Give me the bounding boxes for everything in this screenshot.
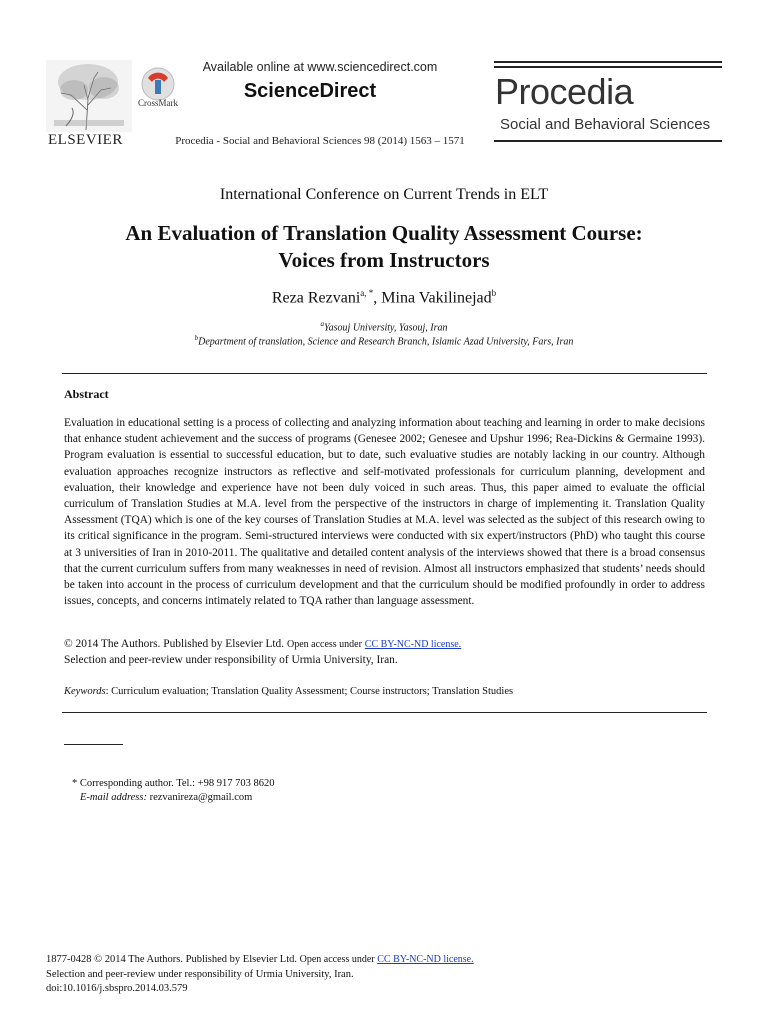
author-1: Reza Rezvani	[271, 289, 361, 307]
license-link[interactable]: CC BY-NC-ND license.	[364, 639, 462, 650]
abstract-copyright	[64, 637, 705, 667]
page-footer	[46, 953, 646, 997]
crossmark-label: CrossMark	[138, 98, 178, 108]
procedia-rule-top	[494, 61, 722, 63]
affiliation-b-mark: b	[194, 334, 199, 342]
author-2: Mina Vakilinejad	[381, 289, 492, 307]
authors	[0, 288, 768, 307]
procedia-title: Procedia	[495, 71, 634, 112]
footer-issn-copyright: 1877-0428 © 2014 The Authors. Published by Elsevier Ltd.	[46, 954, 298, 965]
keywords-label: Keywords	[64, 686, 106, 697]
procedia-subtitle: Social and Behavioral Sciences	[500, 116, 711, 133]
email-address[interactable]: rezvanireza@gmail.com	[149, 792, 253, 803]
affiliation-a	[0, 320, 768, 333]
affiliation-b-text: Department of translation, Science and Research Branch, Islamic Azad University, Fars, Iran	[198, 336, 574, 348]
procedia-rule-top-2	[494, 66, 722, 68]
footer-open-access: Open access under	[299, 954, 375, 965]
author-separator: ,	[373, 289, 382, 307]
paper-title	[40, 220, 728, 274]
author-2-affiliation-mark: b	[491, 288, 497, 298]
affiliation-a-mark: a	[320, 320, 325, 328]
email-line	[80, 792, 252, 803]
conference-name: International Conference on Current Trends in ELT	[219, 186, 549, 203]
email-label: E-mail address:	[80, 792, 147, 803]
footer-license-link[interactable]: CC BY-NC-ND license.	[377, 954, 474, 965]
keywords	[64, 686, 513, 697]
keywords-list: : Curriculum evaluation; Translation Quality Assessment; Course instructors; Translation Studies	[105, 686, 514, 697]
abstract-heading: Abstract	[64, 387, 109, 401]
procedia-rule-bottom	[494, 140, 722, 142]
elsevier-wordmark: ELSEVIER	[48, 132, 123, 148]
footer-peer-review: Selection and peer-review under responsibility of Urmia University, Iran.	[46, 968, 354, 980]
abstract-top-rule	[62, 373, 707, 374]
title-line-2: Voices from Instructors	[278, 248, 490, 272]
copyright-text: © 2014 The Authors. Published by Elsevier Ltd.	[64, 638, 285, 650]
abstract-text: Evaluation in educational setting is a process of collecting and analyzing information about teaching and learning in order to make decisions that enhance student achievement and the success of programs (Genesee 2002; Genesee and Upshur 1996; Rea-Dickins & Germaine 1993). Program evaluation is essential to successful education, but to date, such evaluative studies are notably lacking in our country. Although evaluation approaches recognize instructors as reflective and self-motivated professionals for curriculum planning, development and evaluation, their knowledge and experience have not been duly voiced in such areas. Thus, this paper aimed to evaluate the official curriculum of Translation Studies at M.A. level from the perspective of the instructors in charge of implementing it. Translation Quality Assessment (TQA) which is one of the key courses of Translation Studies at M.A. level was selected as the subject of this research owing to its critical significance in the program. Semi-structured interviews were conducted with six expert/instructors (PhD) who taught this course at 3 universities of Iran in 2010-2011. The qualitative and detailed content analysis of the interviews showed that there is a broad consensus that the current curriculum suffers from many weaknesses in need of revision. Almost all instructors emphasized that students’ needs should be taken into account in the process of curriculum development and that the curriculum should be modified profoundly in order to address issues, concepts, and concerns intimately related to TQA rather than language assessment.	[64, 417, 705, 608]
open-access-text: Open access under	[286, 639, 362, 650]
abstract-bottom-rule	[62, 712, 707, 713]
footnote-rule	[64, 744, 123, 745]
available-online-text: Available online at www.sciencedirect.com	[202, 60, 438, 74]
affiliation-a-text: Yasouj University, Yasouj, Iran	[324, 322, 448, 334]
title-line-1: An Evaluation of Translation Quality Assessment Course:	[125, 221, 643, 245]
corresponding-author: * Corresponding author. Tel.: +98 917 703 8620	[72, 778, 275, 789]
sciencedirect-logo: ScienceDirect	[243, 80, 377, 102]
affiliation-b	[0, 334, 768, 347]
peer-review-text: Selection and peer-review under responsibility of Urmia University, Iran.	[64, 653, 398, 666]
journal-citation: Procedia - Social and Behavioral Sciences 98 (2014) 1563 – 1571	[175, 135, 465, 147]
author-1-affiliation-mark: a, *	[360, 288, 374, 298]
footer-doi[interactable]: doi:10.1016/j.sbspro.2014.03.579	[46, 983, 188, 994]
